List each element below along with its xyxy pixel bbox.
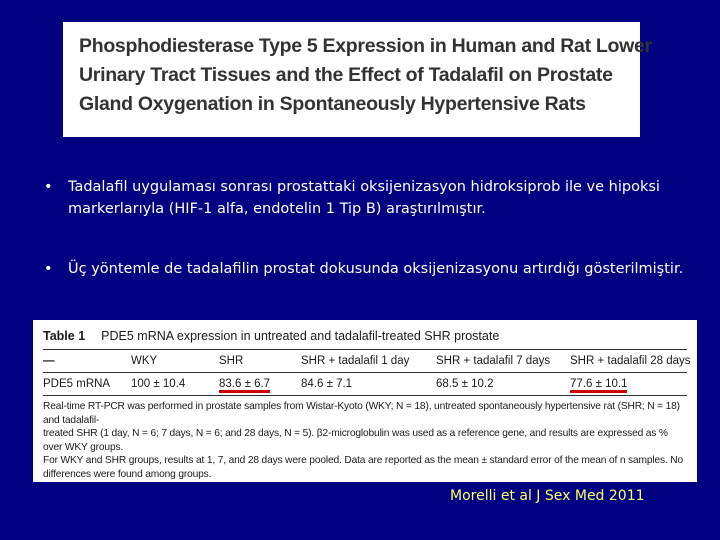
table-cell: PDE5 mRNA [43,378,111,390]
bullet-text: Üç yöntemle de tadalafilin prostat dokusunda oksijenizasyonu artırdığı gösterilmiştir. [68,261,684,277]
bullet-icon: • [44,261,53,277]
bullet-item [44,258,684,280]
table-header-cell: SHR + tadalafil 1 day [301,355,410,367]
footnote-line: For WKY and SHR groups, results at 1, 7, and 28 days were pooled. Data are reported as the mean ± standard error of the mean of n samples. No [43,455,683,466]
red-underline-highlight [219,390,270,393]
table-label: Table 1 [43,329,86,343]
title-line: Urinary Tract Tissues and the Effect of Tadalafil on Prostate [79,64,613,86]
table-figure [33,320,697,482]
footnote-line: differences were found among groups. [43,468,212,480]
table-cell-text: 83.6 ± 6.7 [219,378,271,390]
table-header-row [43,350,691,372]
table-header-cell: SHR [219,355,244,367]
table-cell: 84.6 ± 7.1 [301,378,353,390]
footnote-line: Real-time RT-PCR was performed in prostate samples from Wistar-Kyoto (WKY; N = 18), untreated spontaneously hypertensive rat (SHR; N = 18) and tadalafil- [43,401,680,426]
footnote-line: treated SHR (1 day, N = 6; 7 days, N = 6; and 28 days, N = 5). β2-microglobulin was used as a reference gene, and results are expressed as % over WKY groups. [43,428,668,453]
title-line: Gland Oxygenation in Spontaneously Hypertensive Rats [79,93,586,115]
table-cell-highlighted [570,373,627,395]
table-footnote [43,400,687,481]
table-caption [43,328,687,344]
red-underline-highlight [570,390,627,393]
table-header-cell: — [43,355,55,367]
table-cell: 100 ± 10.4 [131,378,186,390]
table-header-cell: WKY [131,355,158,367]
citation: Morelli et al J Sex Med 2011 [450,488,645,504]
table-caption-text: PDE5 mRNA expression in untreated and tadalafil-treated SHR prostate [101,329,500,343]
table-cell-highlighted [219,373,270,395]
table-header-cell: SHR + tadalafil 28 days [570,355,691,367]
table-cell: 68.5 ± 10.2 [436,378,494,390]
title-line: Phosphodiesterase Type 5 Expression in Human and Rat Lower [79,35,652,57]
table-row [43,373,687,395]
table-cell-text: 77.6 ± 10.1 [570,378,628,390]
bullet-item [44,176,684,220]
table-header-cell: SHR + tadalafil 7 days [436,355,551,367]
title-box [63,22,652,137]
bullet-text: Tadalafil uygulaması sonrası prostattaki oksijenizasyon hidroksiprob ile ve hipoksi markerlarıyla (HIF-1 alfa, endotelin 1 Tip B) araştırılmıştır. [68,179,660,217]
bullet-icon: • [44,179,53,195]
table-bottom-rule [43,395,687,396]
